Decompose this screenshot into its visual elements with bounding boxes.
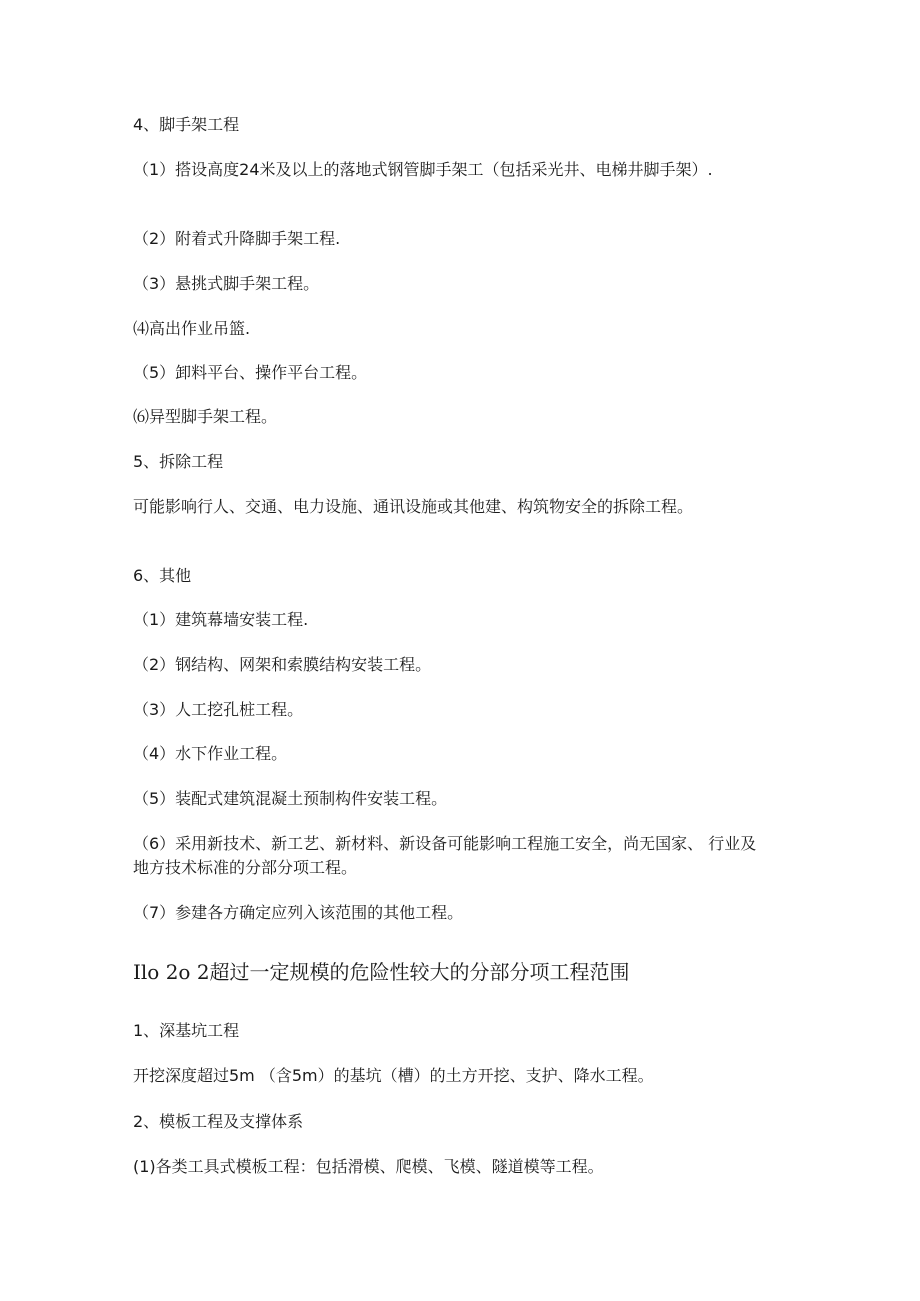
- list-item: （1）建筑幕墙安装工程.: [133, 610, 309, 629]
- paragraph: 开挖深度超过5m （含5m）的基坑（槽）的土方开挖、支护、降水工程。: [133, 1066, 654, 1085]
- list-item: （5）装配式建筑混凝土预制构件安装工程。: [133, 789, 448, 808]
- list-item: （6）采用新技术、新工艺、新材料、新设备可能影响工程施工安全，尚无国家、 行业及地方技术标准的分部分项工程。: [133, 834, 757, 877]
- list-item: （7）参建各方确定应列入该范围的其他工程。: [133, 903, 464, 922]
- list-item: (1)各类工具式模板工程：包括滑模、爬模、飞模、隧道模等工程。: [133, 1157, 604, 1176]
- section-heading: 5、拆除工程: [133, 452, 224, 471]
- section-heading: 6、其他: [133, 566, 192, 585]
- list-item: （3）悬挑式脚手架工程。: [133, 274, 320, 293]
- list-item: （2）钢结构、网架和索膜结构安装工程。: [133, 655, 432, 674]
- section-heading: 4、脚手架工程: [133, 115, 240, 134]
- list-item: （4）水下作业工程。: [133, 744, 288, 763]
- paragraph: 可能影响行人、交通、电力设施、通讯设施或其他建、构筑物安全的拆除工程。: [133, 497, 694, 516]
- list-item: （5）卸料平台、操作平台工程。: [133, 363, 368, 382]
- section-heading: 1、深基坑工程: [133, 1021, 240, 1040]
- subsection-heading: Ilo 2o 2超过一定规模的危险性较大的分部分项工程范围: [133, 960, 630, 984]
- list-item: （3）人工挖孔桩工程。: [133, 700, 304, 719]
- list-item: （1）搭设高度24米及以上的落地式钢管脚手架工（包括采光井、电梯井脚手架）.: [133, 160, 713, 179]
- list-item: ⑷高出作业吊篮.: [133, 319, 251, 338]
- list-item: （2）附着式升降脚手架工程.: [133, 229, 341, 248]
- section-heading: 2、模板工程及支撑体系: [133, 1112, 304, 1131]
- list-item: ⑹异型脚手架工程。: [133, 407, 278, 426]
